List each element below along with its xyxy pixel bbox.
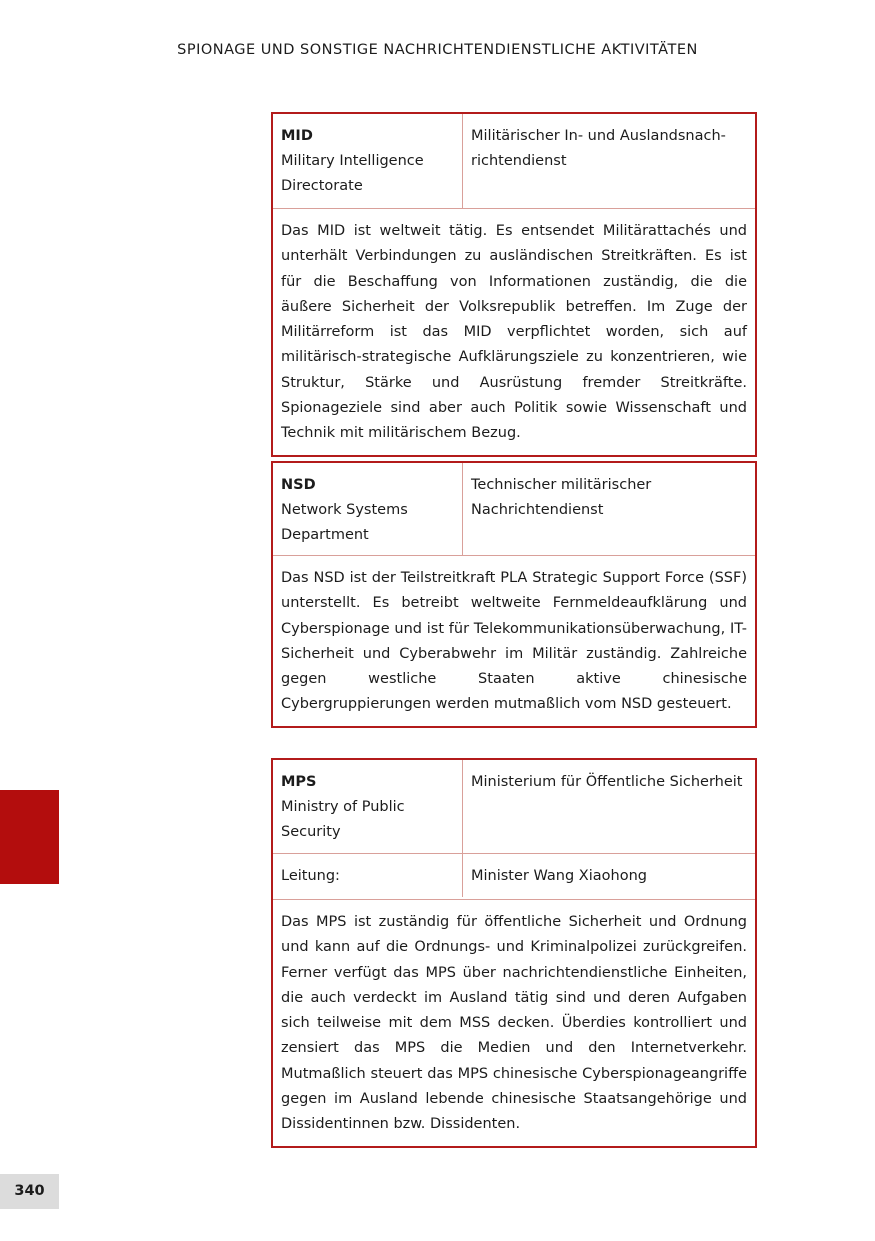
agency-box-mps	[271, 758, 757, 1148]
leadership-label: Leitung:	[273, 854, 463, 897]
agency-header-row	[273, 760, 755, 854]
chapter-tab-marker	[0, 790, 59, 884]
agency-leadership-row	[273, 854, 755, 900]
agency-abbreviation: MID	[281, 128, 313, 144]
leadership-value: Minister Wang Xiaohong	[471, 868, 647, 884]
agency-description-cell: Ministerium für Öffentliche Sicherheit	[471, 774, 743, 790]
agency-box-mid	[271, 112, 757, 457]
agency-abbreviation: MPS	[281, 774, 317, 790]
agency-description-cell: Militärischer In- und Auslandsnachrichtendienst	[471, 128, 726, 169]
agency-name-cell	[273, 760, 463, 853]
agency-fullname: Military Intelligence Directorate	[281, 153, 424, 194]
page-number: 340	[0, 1174, 59, 1209]
agency-box-nsd	[271, 461, 757, 728]
agency-header-row	[273, 114, 755, 209]
agency-text: Das MID ist weltweit tätig. Es entsendet Militärattachés und unterhält Verbindungen zu ausländischen Streitkräften. Es ist für die Beschaffung von Informationen zuständig, die die äußere Sicherheit der Volksrepublik betreffen. Im Zuge der Militärreform ist das MID verpflichtet worden, sich auf militärisch-strategische Aufklärungsziele zu konzentrieren, wie Struktur, Stärke und Ausrüstung fremder Streitkräfte. Spionageziele sind aber auch Politik sowie Wissenschaft und Technik mit militärischem Bezug.	[281, 223, 747, 442]
agency-fullname: Network Systems Department	[281, 502, 408, 543]
agency-fullname: Ministry of Public Security	[281, 799, 405, 840]
agency-name-cell	[273, 114, 463, 208]
agency-text: Das MPS ist zuständig für öffentliche Sicherheit und Ordnung und kann auf die Ordnungs- und Kriminalpolizei zurückgreifen. Ferner verfügt das MPS über nachrichtendienstliche Einheiten, die auch verdeckt im Ausland tätig sind und deren Aufgaben sich teilweise mit dem MSS decken. Überdies kontrolliert und zensiert das MPS die Medien und den Internetverkehr. Mutmaßlich steuert das MPS chinesische Cyberspionageangriffe gegen im Ausland lebende chinesische Staatsangehörige und Dissidentinnen bzw. Dissidenten.	[281, 914, 747, 1133]
agency-text: Das NSD ist der Teilstreitkraft PLA Strategic Support Force (SSF) unterstellt. Es betreibt weltweite Fernmeldeaufklärung und Cyberspionage und ist für Telekommunikationsüberwachung, IT-Sicherheit und Cyberabwehr im Militär zuständig. Zahlreiche gegen westliche Staaten aktive chinesische Cybergruppierungen werden mutmaßlich vom NSD gesteuert.	[281, 570, 747, 713]
running-header: SPIONAGE UND SONSTIGE NACHRICHTENDIENSTLICHE AKTIVITÄTEN	[177, 42, 698, 58]
agency-abbreviation: NSD	[281, 477, 316, 493]
agency-name-cell	[273, 463, 463, 555]
agency-header-row	[273, 463, 755, 556]
agency-description-cell: Technischer militärischer Nachrichtendienst	[471, 477, 652, 518]
